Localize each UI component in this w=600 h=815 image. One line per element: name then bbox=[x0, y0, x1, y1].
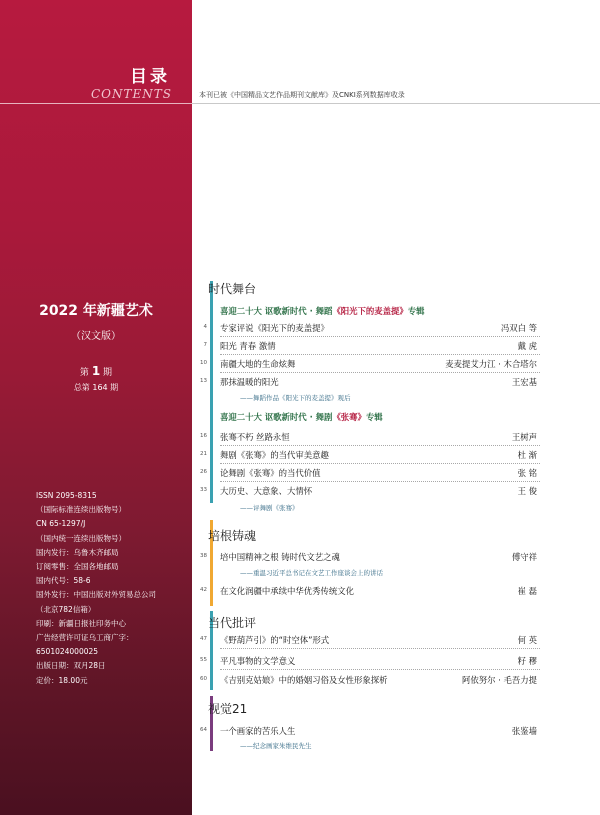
info-line: 6501024000025 bbox=[36, 647, 99, 657]
dotted-leader bbox=[220, 669, 540, 670]
page-number: 7 bbox=[203, 342, 207, 348]
entry-title: 舞剧《张骞》的当代审美意趣 bbox=[220, 450, 329, 460]
dotted-leader bbox=[220, 463, 540, 464]
section-subheading bbox=[220, 411, 383, 423]
contents-title: 目录 bbox=[130, 67, 170, 87]
entry-author: 王树声 bbox=[511, 432, 537, 442]
info-line: CN 65-1297/J bbox=[36, 519, 86, 529]
toc-entry[interactable] bbox=[190, 431, 540, 442]
info-line: （北京782信箱） bbox=[36, 604, 96, 614]
dotted-leader bbox=[220, 372, 540, 373]
page-number: 64 bbox=[200, 727, 207, 733]
entry-author: 王 俊 bbox=[517, 486, 537, 496]
dotted-leader bbox=[220, 445, 540, 446]
info-line: 印刷：新疆日报社印务中心 bbox=[36, 618, 126, 628]
entry-title: 《吉别克姑娘》中的婚姻习俗及女性形象探析 bbox=[220, 675, 388, 685]
dotted-leader bbox=[220, 336, 540, 337]
section-title-2: 培根铸魂 bbox=[208, 529, 257, 543]
subheading-work: 《张骞》 bbox=[332, 412, 366, 422]
entry-author: 籽 穋 bbox=[517, 656, 537, 666]
toc-entry[interactable] bbox=[190, 551, 540, 562]
entry-title: 平凡事物的文学意义 bbox=[220, 656, 296, 666]
indexing-note: 本刊已被《中国精品文艺作品期刊文献库》及CNKI系列数据库收录 bbox=[199, 91, 405, 99]
page-number: 38 bbox=[200, 553, 207, 559]
entry-author: 戴 虎 bbox=[517, 341, 537, 351]
info-line: 订阅零售：全国各地邮局 bbox=[36, 562, 119, 572]
toc-entry[interactable] bbox=[190, 340, 540, 351]
header-rule-right bbox=[192, 103, 600, 104]
entry-author: 崔 磊 bbox=[517, 586, 537, 596]
toc-entry[interactable] bbox=[190, 634, 540, 645]
entry-author: 傅守祥 bbox=[511, 552, 537, 562]
toc-entry[interactable] bbox=[190, 585, 540, 596]
entry-title: 那抹温暖的阳光 bbox=[220, 377, 279, 387]
subheading-suffix: 专辑 bbox=[365, 412, 383, 422]
journal-info-block bbox=[0, 300, 192, 393]
subheading-part: 喜迎二十大 讴歌新时代 · 舞剧 bbox=[220, 412, 333, 422]
section-title-1: 时代舞台 bbox=[208, 282, 257, 296]
entry-title: 大历史、大意象、大情怀 bbox=[220, 486, 313, 496]
info-line: （国内统一连续出版物号） bbox=[36, 533, 126, 543]
toc-entry[interactable] bbox=[190, 358, 540, 369]
page-number: 47 bbox=[200, 636, 207, 642]
entry-title: 《野葫芦引》的“时空体”形式 bbox=[220, 635, 330, 645]
info-line: 国外发行：中国出版对外贸易总公司 bbox=[36, 590, 156, 600]
entry-title: 专家评说《阳光下的麦盖提》 bbox=[220, 323, 329, 333]
section-subheading bbox=[220, 305, 425, 317]
issue-value: 1 bbox=[91, 364, 101, 378]
toc-entry[interactable] bbox=[190, 485, 540, 496]
info-line: ISSN 2095-8315 bbox=[36, 491, 97, 500]
info-line: 出版日期：双月28日 bbox=[36, 661, 106, 671]
page-number: 42 bbox=[200, 587, 207, 593]
dotted-leader bbox=[220, 648, 540, 649]
total-issue: 总第 164 期 bbox=[73, 383, 119, 392]
issue-label: 第 bbox=[79, 368, 89, 378]
issue-suffix: 期 bbox=[103, 368, 113, 378]
page-number: 60 bbox=[200, 676, 207, 682]
entry-title: 培中国精神之根 铸时代文艺之魂 bbox=[220, 552, 340, 562]
info-line: 定价：18.00元 bbox=[36, 675, 88, 685]
entry-subtitle-note: ——舞蹈作品《阳光下的麦盖提》观后 bbox=[240, 394, 351, 402]
page-number: 16 bbox=[200, 433, 207, 439]
entry-title: 张骞不朽 丝路永恒 bbox=[220, 432, 290, 442]
entry-author: 阿依努尔 · 毛吾力提 bbox=[462, 675, 537, 685]
entry-author: 王宏基 bbox=[511, 377, 537, 387]
info-line: 广告经营许可证乌工商广字： bbox=[36, 633, 134, 643]
entry-subtitle-note: ——评舞剧《张骞》 bbox=[240, 504, 299, 512]
toc-entry[interactable] bbox=[190, 467, 540, 478]
journal-edition: （汉文版） bbox=[71, 331, 121, 342]
entry-subtitle-note: ——纪念画家朱维民先生 bbox=[240, 742, 312, 750]
page-number: 55 bbox=[200, 657, 207, 663]
left-color-panel bbox=[0, 0, 192, 815]
entry-title: 论舞剧《张骞》的当代价值 bbox=[220, 468, 321, 478]
entry-subtitle-note: ——重温习近平总书记在文艺工作座谈会上的讲话 bbox=[240, 569, 383, 577]
section-title-3: 当代批评 bbox=[208, 616, 257, 630]
entry-author: 张 铭 bbox=[517, 468, 537, 478]
toc-entry[interactable] bbox=[190, 674, 540, 685]
entry-author: 杜 渐 bbox=[517, 450, 537, 460]
page-number: 13 bbox=[200, 378, 207, 384]
toc-entry[interactable] bbox=[190, 449, 540, 460]
section-title-4: 视觉21 bbox=[208, 702, 248, 716]
dotted-leader bbox=[220, 481, 540, 482]
page-number: 26 bbox=[200, 469, 207, 475]
info-line: 国内发行：乌鲁木齐邮局 bbox=[36, 547, 119, 557]
entry-author: 张鉴墙 bbox=[511, 726, 537, 736]
entry-title: 在文化润疆中承续中华优秀传统文化 bbox=[220, 586, 354, 596]
entry-title: 一个画家的苦乐人生 bbox=[220, 726, 296, 736]
entry-author: 何 英 bbox=[517, 635, 537, 645]
contents-subtitle: CONTENTS bbox=[90, 87, 172, 101]
info-line: （国际标准连续出版物号） bbox=[36, 505, 126, 515]
info-line: 国内代号：58-6 bbox=[36, 576, 91, 586]
page-number: 4 bbox=[203, 324, 207, 330]
issue-number bbox=[0, 364, 192, 378]
entry-author: 麦麦提艾力江 · 木合塔尔 bbox=[445, 359, 537, 369]
entry-title: 南疆大地的生命炫舞 bbox=[220, 359, 296, 369]
toc-entry[interactable] bbox=[190, 725, 540, 736]
entry-author: 冯双白 等 bbox=[500, 323, 537, 333]
dotted-leader bbox=[220, 354, 540, 355]
toc-entry[interactable] bbox=[190, 376, 540, 387]
journal-year-title: 2022 年新疆艺术 bbox=[39, 303, 153, 319]
header-rule-left bbox=[0, 103, 192, 104]
toc-entry[interactable] bbox=[190, 322, 540, 333]
entry-title: 阳光 青春 激情 bbox=[220, 341, 276, 351]
subheading-part: 喜迎二十大 讴歌新时代 · 舞蹈 bbox=[220, 306, 333, 316]
subheading-suffix: 专辑 bbox=[407, 306, 425, 316]
page-number: 33 bbox=[200, 487, 207, 493]
publication-info bbox=[36, 489, 156, 688]
toc-entry[interactable] bbox=[190, 655, 540, 666]
subheading-work: 《阳光下的麦盖提》 bbox=[332, 306, 408, 316]
page-number: 10 bbox=[200, 360, 207, 366]
page-number: 21 bbox=[200, 451, 207, 457]
